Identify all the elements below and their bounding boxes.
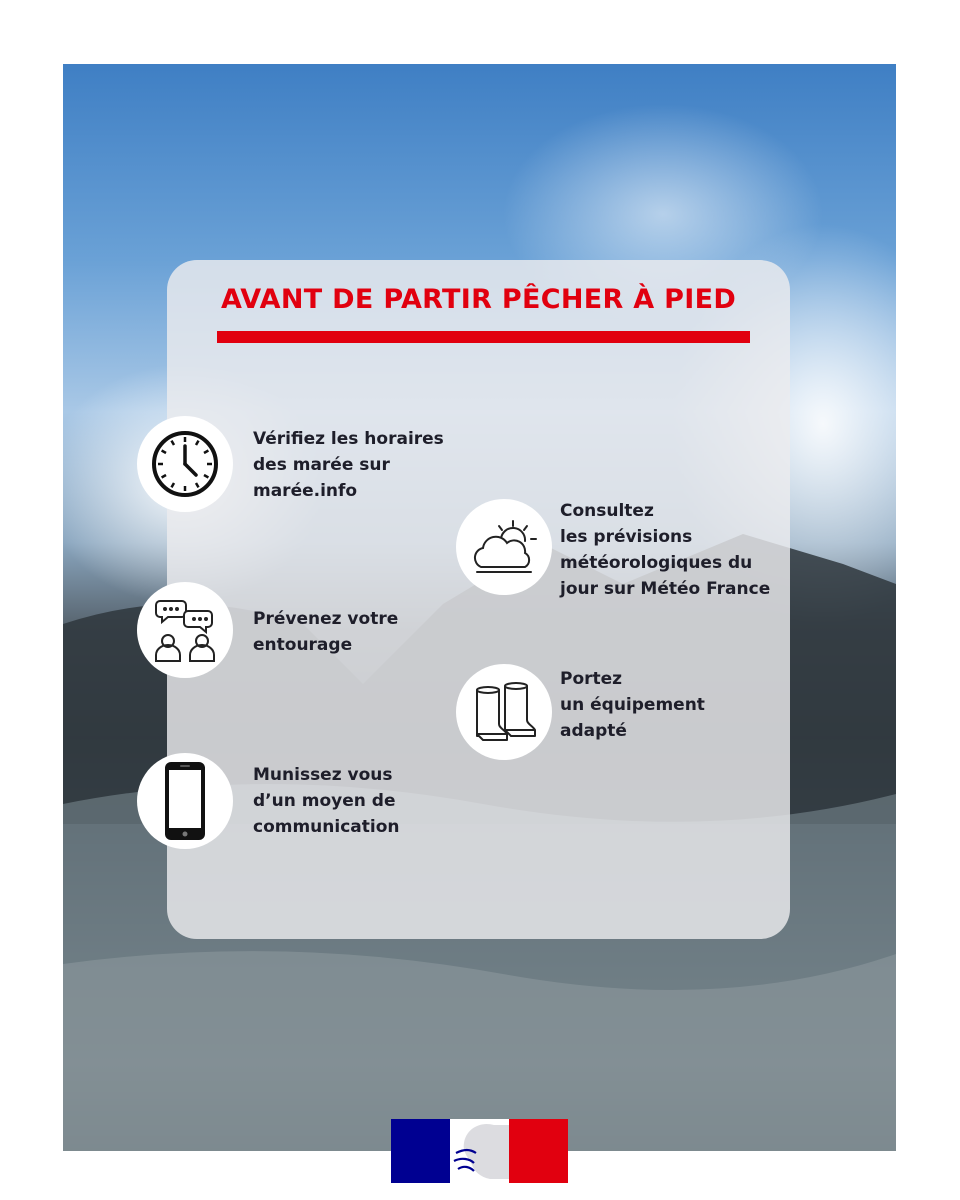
logo-red-band bbox=[509, 1119, 568, 1183]
title-underline bbox=[217, 331, 750, 343]
logo-blue-band bbox=[391, 1119, 450, 1183]
card-title: AVANT DE PARTIR PÊCHER À PIED bbox=[220, 284, 737, 315]
item-text-tides: Vérifiez les horaires des marée sur marée.info bbox=[253, 429, 444, 501]
marianne-logo bbox=[391, 1119, 568, 1183]
weather-cloud-sun-icon bbox=[456, 499, 552, 595]
smartphone-icon bbox=[137, 753, 233, 849]
item-text-communication: Munissez vous d’un moyen de communication bbox=[253, 765, 400, 837]
item-text-weather: Consultez les prévisions météorologiques du jour sur Météo France bbox=[560, 501, 771, 599]
clock-icon bbox=[137, 416, 233, 512]
info-card bbox=[167, 260, 790, 939]
item-text-equipment: Portez un équipement adapté bbox=[560, 669, 705, 741]
logo-white-band bbox=[450, 1119, 509, 1183]
people-chat-icon bbox=[137, 582, 233, 678]
marianne-profile-icon bbox=[450, 1119, 509, 1183]
boots-icon bbox=[456, 664, 552, 760]
item-text-entourage: Prévenez votre entourage bbox=[253, 609, 399, 655]
